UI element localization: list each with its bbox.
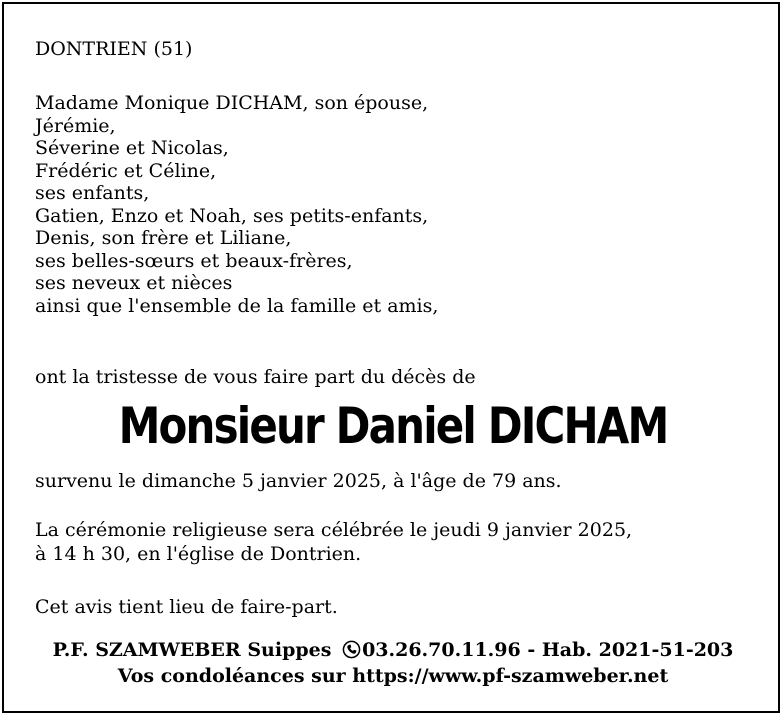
family-line: Gatien, Enzo et Noah, ses petits-enfants,: [35, 204, 429, 227]
notice-text: Cet avis tient lieu de faire-part.: [35, 596, 338, 618]
condolences-line: Vos condoléances sur https://www.pf-szamweber.net: [117, 665, 669, 687]
phone-icon: [342, 640, 361, 659]
funeral-home-name: P.F. SZAMWEBER Suippes: [52, 639, 332, 661]
location-heading: DONTRIEN (51): [35, 38, 193, 60]
family-line: ses belles-sœurs et beaux-frères,: [35, 249, 353, 272]
family-line: Frédéric et Céline,: [35, 159, 217, 182]
deceased-name: Monsieur Daniel DICHAM: [118, 397, 668, 455]
family-line: Séverine et Nicolas,: [35, 137, 229, 159]
death-details: survenu le dimanche 5 janvier 2025, à l'âge de 79 ans.: [35, 470, 562, 492]
funeral-home-line: [4, 638, 782, 663]
ceremony-line-2: à 14 h 30, en l'église de Dontrien.: [35, 543, 362, 565]
family-line: ainsi que l'ensemble de la famille et amis,: [35, 294, 439, 317]
ceremony-line-1: La cérémonie religieuse sera célébrée le jeudi 9 janvier 2025,: [35, 519, 633, 541]
family-line: ses neveux et nièces: [35, 272, 233, 294]
obituary-notice: [2, 2, 780, 713]
phone-and-license: 03.26.70.11.96 - Hab. 2021-51-203: [362, 639, 734, 661]
announcement-intro: ont la tristesse de vous faire part du décès de: [35, 366, 476, 388]
family-line: ses enfants,: [35, 182, 150, 204]
family-line: Madame Monique DICHAM, son épouse,: [35, 92, 429, 114]
family-list: [35, 92, 438, 317]
family-line: Jérémie,: [35, 114, 116, 137]
family-line: Denis, son frère et Liliane,: [35, 227, 292, 249]
